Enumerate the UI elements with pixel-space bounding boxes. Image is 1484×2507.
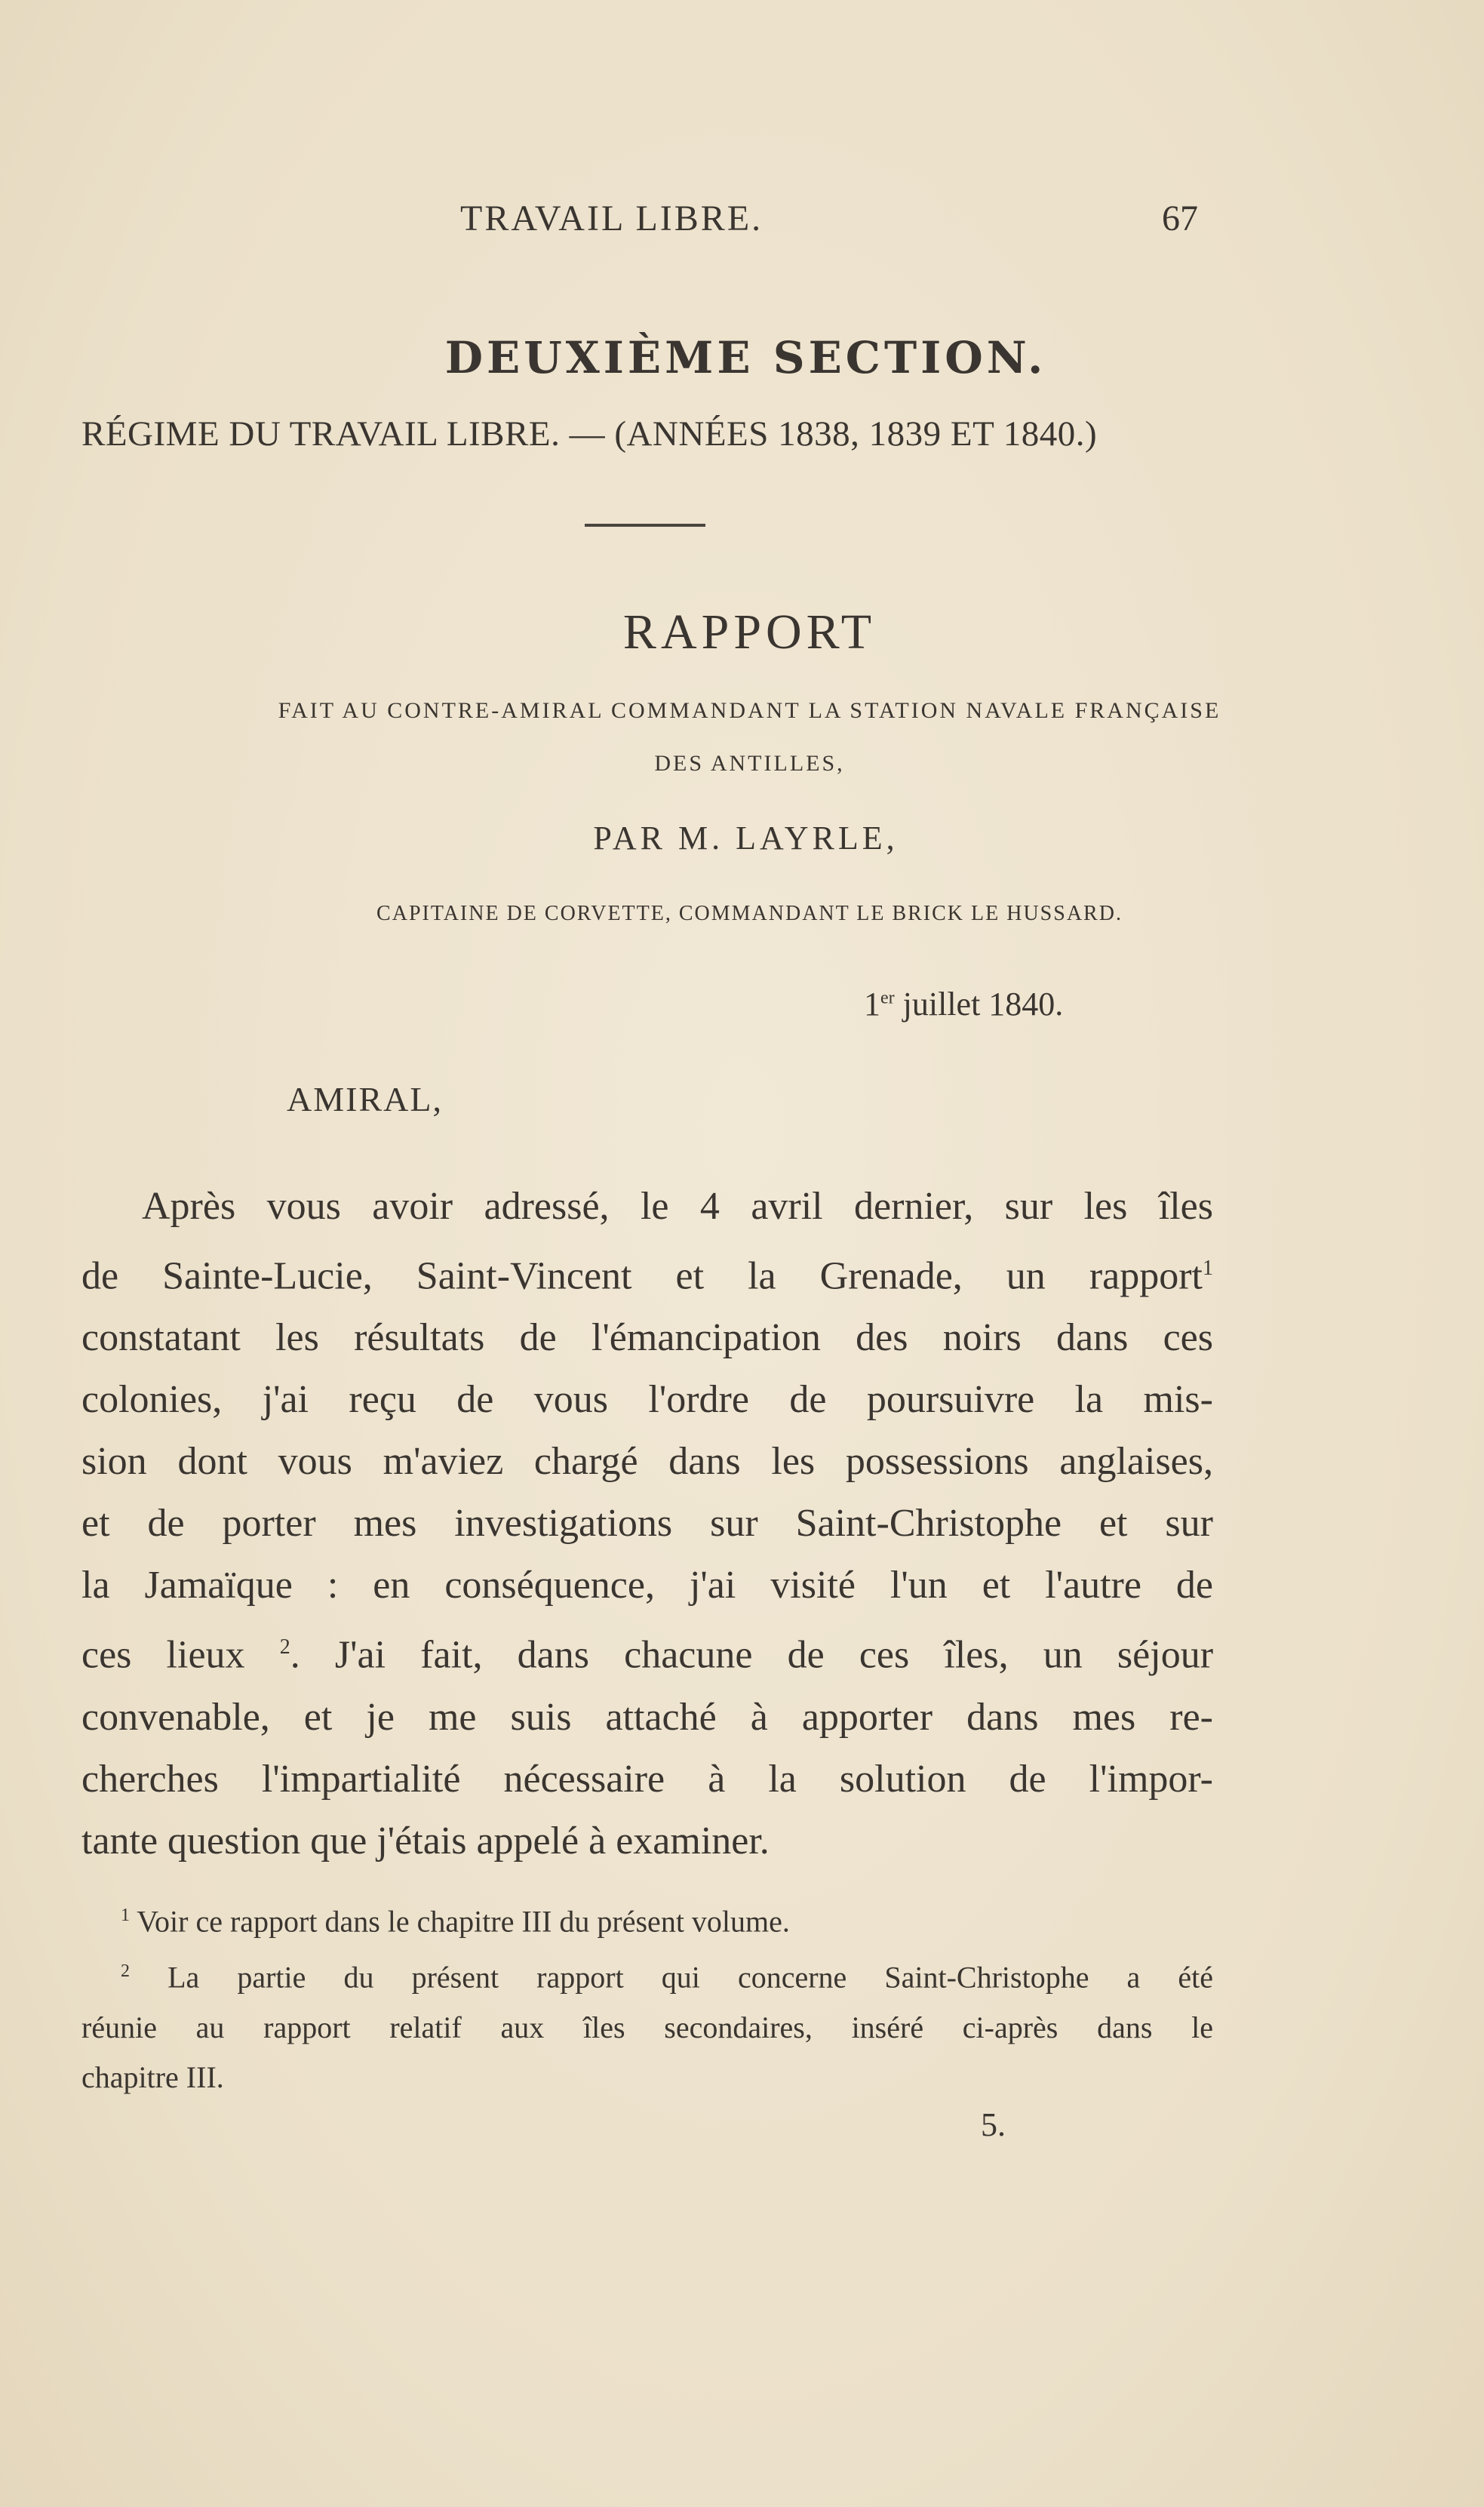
body-line: [81, 1176, 1213, 1238]
body-line: [81, 1307, 1213, 1369]
footnote-1: [81, 1890, 1213, 1946]
body-line: [81, 1616, 1213, 1686]
body-line-text: convenable, et je me suis attaché à apporter dans mes re-: [81, 1695, 1213, 1739]
body-line-text: tante question que j'étais appelé à examiner.: [81, 1819, 770, 1863]
body-line: [81, 1810, 1213, 1872]
footnote-text: réunie au rapport relatif aux îles secondaires, inséré ci-après dans le: [81, 2010, 1213, 2044]
signature-mark: 5.: [981, 2106, 1006, 2143]
body-line-text: et de porter mes investigations sur Saint-Christophe et sur: [81, 1502, 1213, 1546]
section-subheading: RÉGIME DU TRAVAIL LIBRE. — (ANNÉES 1838, 1839 ET 1840.): [81, 414, 1098, 454]
body-line-text: ces lieux: [81, 1633, 245, 1677]
report-title: RAPPORT: [622, 604, 877, 660]
footnotes: [81, 1890, 1213, 2102]
body-line-text: cherches l'impartialité nécessaire à la solution de l'impor-: [81, 1757, 1213, 1801]
footnote-ref-1[interactable]: 1: [1203, 1257, 1213, 1280]
body-line: [81, 1238, 1213, 1307]
running-title: TRAVAIL LIBRE.: [460, 198, 764, 238]
date-day: 1: [864, 986, 880, 1023]
body-line: [81, 1369, 1213, 1431]
body-line-text: colonies, j'ai reçu de vous l'ordre de poursuivre la mis-: [81, 1378, 1213, 1422]
body-line: [81, 1555, 1213, 1616]
report-subtitle-line1: FAIT AU CONTRE-AMIRAL COMMANDANT LA STATION NAVALE FRANÇAISE: [278, 698, 1221, 723]
section-heading: DEUXIÈME SECTION.: [444, 332, 1047, 383]
footnote-mark: 2: [121, 1961, 130, 1982]
footnote-mark: 1: [121, 1906, 130, 1925]
body-line-text: la Jamaïque : en conséquence, j'ai visité l'un et l'autre de: [81, 1564, 1213, 1607]
footnote-2-cont: [81, 2053, 1213, 2102]
report-author: PAR M. LAYRLE,: [593, 820, 899, 857]
footnote-text: La partie du présent rapport qui concerne Saint-Christophe a été: [167, 1960, 1214, 1995]
footnote-text: chapitre III.: [81, 2059, 224, 2094]
footnote-2: [81, 1946, 1213, 2002]
date-ordinal: er: [880, 988, 895, 1008]
date-rest: juillet 1840.: [894, 986, 1064, 1023]
body-line: [81, 1493, 1213, 1555]
report-author-role: CAPITAINE DE CORVETTE, COMMANDANT LE BRICK LE HUSSARD.: [376, 902, 1123, 925]
footnote-text: Voir ce rapport dans le chapitre III du présent volume.: [137, 1904, 790, 1939]
report-date: [864, 985, 1063, 1023]
body-line-text: de Sainte-Lucie, Saint-Vincent et la Grenade, un rapport: [81, 1254, 1203, 1298]
salutation: AMIRAL,: [287, 1080, 443, 1118]
body-line-text: Après vous avoir adressé, le 4 avril dernier, sur les îles: [142, 1185, 1213, 1228]
body-line: [81, 1687, 1213, 1749]
divider-rule: [585, 524, 705, 527]
footnote-ref-2[interactable]: 2: [279, 1635, 290, 1660]
page-number: 67: [1162, 198, 1198, 238]
body-line-text: sion dont vous m'aviez chargé dans les possessions anglaises,: [81, 1440, 1213, 1484]
footnote-2-cont: [81, 2003, 1213, 2053]
body-line-text: . J'ai fait, dans chacune de ces îles, un séjour: [290, 1633, 1214, 1677]
body-paragraph: [81, 1176, 1213, 1872]
body-line: [81, 1749, 1213, 1810]
report-subtitle-line2: DES ANTILLES,: [654, 751, 845, 776]
body-line: [81, 1431, 1213, 1493]
body-line-text: constatant les résultats de l'émancipation des noirs dans ces: [81, 1316, 1213, 1360]
